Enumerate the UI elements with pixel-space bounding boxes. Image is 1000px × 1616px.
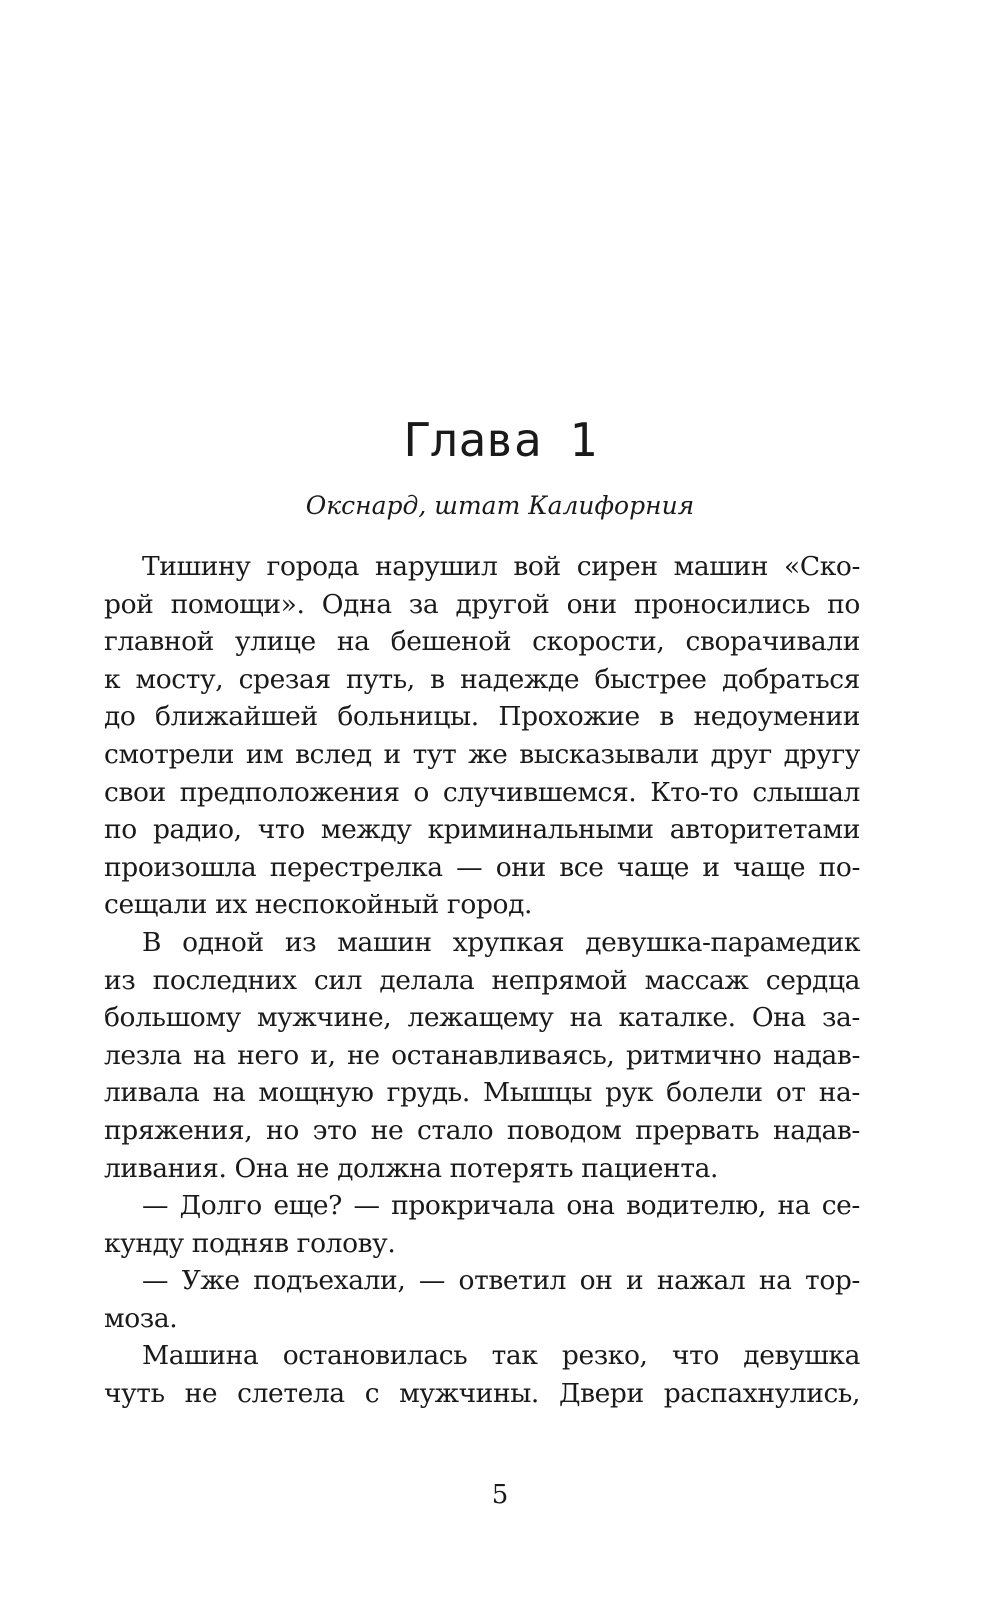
text-line: кунду подняв голову. xyxy=(104,1227,396,1259)
text-line: Машина остановилась так резко, что девушка xyxy=(142,1340,860,1372)
paragraph xyxy=(104,548,860,924)
text-line: — Уже подъехали, — ответил он и нажал на тор- xyxy=(142,1265,860,1297)
paragraph xyxy=(104,924,860,1187)
text-line: ливания. Она не должна потерять пациента. xyxy=(104,1152,718,1184)
paragraph xyxy=(104,1262,860,1337)
page-number: 5 xyxy=(491,1480,509,1510)
text-line: по радио, что между криминальными авторитетами xyxy=(104,814,860,846)
text-line: ливала на мощную грудь. Мышцы рук болели от на- xyxy=(104,1077,860,1109)
text-line: к мосту, срезая путь, в надежде быстрее добраться xyxy=(104,663,860,695)
paragraph xyxy=(104,1337,860,1412)
text-line: В одной из машин хрупкая девушка-парамедик xyxy=(142,926,860,958)
text-line: лезла на него и, не останавливаясь, ритмично надав- xyxy=(104,1039,860,1071)
text-line: рой помощи». Одна за другой они проносились по xyxy=(104,588,860,620)
text-line: произошла перестрелка — они все чаще и чаще по- xyxy=(104,851,860,883)
chapter-title: Глава 1 xyxy=(403,413,597,467)
text-line: из последних сил делала непрямой массаж сердца xyxy=(104,964,860,996)
body-text xyxy=(104,548,860,1413)
text-line: Тишину города нарушил вой сирен машин «Ско- xyxy=(142,551,860,582)
paragraph xyxy=(104,1187,860,1262)
text-line: сещали их неспокойный город. xyxy=(104,889,533,921)
text-line: чуть не слетела с мужчины. Двери распахнулись, xyxy=(104,1378,860,1410)
text-line: свои предположения о случившемся. Кто-то слышал xyxy=(104,776,860,808)
text-line: до ближайшей больницы. Прохожие в недоумении xyxy=(104,701,860,733)
text-line: большому мужчине, лежащему на каталке. Она за- xyxy=(104,1002,860,1034)
chapter-subtitle: Окснард, штат Калифорния xyxy=(305,491,695,520)
text-line: главной улице на бешеной скорости, сворачивали xyxy=(104,626,860,658)
text-line: пряжения, но это не стало поводом прервать надав- xyxy=(104,1114,860,1146)
text-line: смотрели им вслед и тут же высказывали друг другу xyxy=(104,738,860,770)
text-line: моза. xyxy=(104,1302,178,1334)
text-line: — Долго еще? — прокричала она водителю, на се- xyxy=(142,1190,860,1222)
